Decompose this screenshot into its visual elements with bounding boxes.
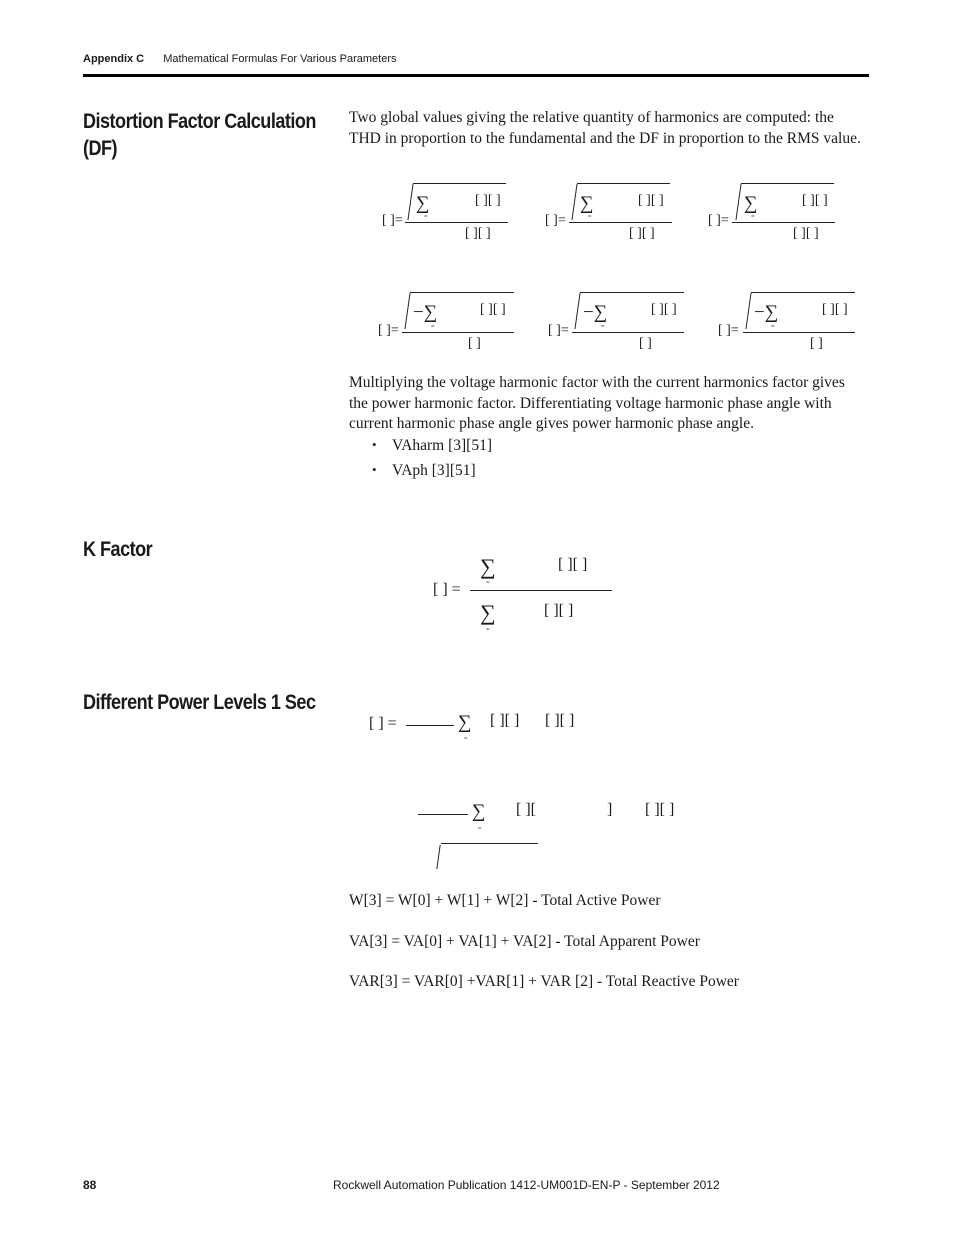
header-title: Mathematical Formulas For Various Parameters	[163, 53, 397, 65]
list-item: • VAph [3][51]	[372, 462, 492, 487]
heading-distortion-factor: Distortion Factor Calculation (DF)	[83, 110, 316, 160]
heading-power-levels: Different Power Levels 1 Sec	[83, 691, 316, 714]
header-section: Appendix C	[83, 53, 145, 65]
total-apparent-power: VA[3] = VA[0] + VA[1] + VA[2] - Total Apparent Power	[349, 933, 700, 950]
total-reactive-power: VAR[3] = VAR[0] +VAR[1] + VAR [2] - Total Reactive Power	[349, 973, 739, 990]
publication-info: Rockwell Automation Publication 1412-UM001D-EN-P - September 2012	[333, 1178, 720, 1192]
df-paragraph-2: Multiplying the voltage harmonic factor with the current harmonics factor gives the power harmonic factor. Differentiating voltage harmonic phase angle with current harmonic phase angle gives power harmonic phase angle.	[349, 374, 845, 432]
header-rule	[83, 74, 869, 77]
df-bullet-list	[372, 437, 492, 487]
df-intro-paragraph: Two global values giving the relative quantity of harmonics are computed: the THD in proportion to the fundamental and the DF in proportion to the RMS value.	[349, 109, 861, 147]
page-number: 88	[83, 1178, 97, 1192]
running-header	[83, 53, 397, 65]
total-active-power: W[3] = W[0] + W[1] + W[2] - Total Active Power	[349, 892, 661, 909]
list-item: • VAharm [3][51]	[372, 437, 492, 462]
heading-k-factor: K Factor	[83, 538, 153, 561]
